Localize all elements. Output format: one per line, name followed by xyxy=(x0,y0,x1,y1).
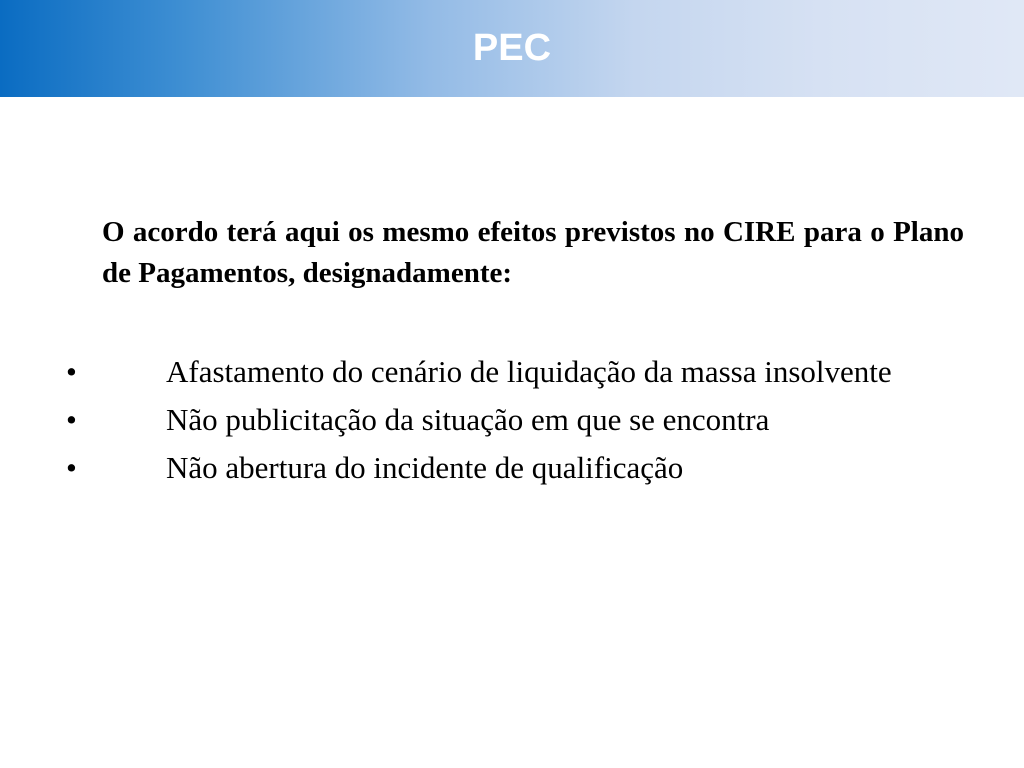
intro-paragraph: O acordo terá aqui os mesmo efeitos previstos no CIRE para o Plano de Pagamentos, designadamente: xyxy=(102,216,964,289)
list-item-text: Não abertura do incidente de qualificação xyxy=(166,450,684,485)
bullet-icon: • xyxy=(66,402,77,437)
slide-title: PEC xyxy=(472,27,552,69)
list-item-text: Não publicitação da situação em que se encontra xyxy=(166,402,770,437)
bullet-icon: • xyxy=(66,354,77,389)
bullet-list xyxy=(62,351,964,495)
header-band xyxy=(0,0,1024,97)
list-item xyxy=(62,399,964,440)
list-item-text: Afastamento do cenário de liquidação da massa insolvente xyxy=(166,354,892,389)
list-item xyxy=(62,447,964,488)
bullet-icon: • xyxy=(66,450,77,485)
list-item xyxy=(62,351,964,392)
